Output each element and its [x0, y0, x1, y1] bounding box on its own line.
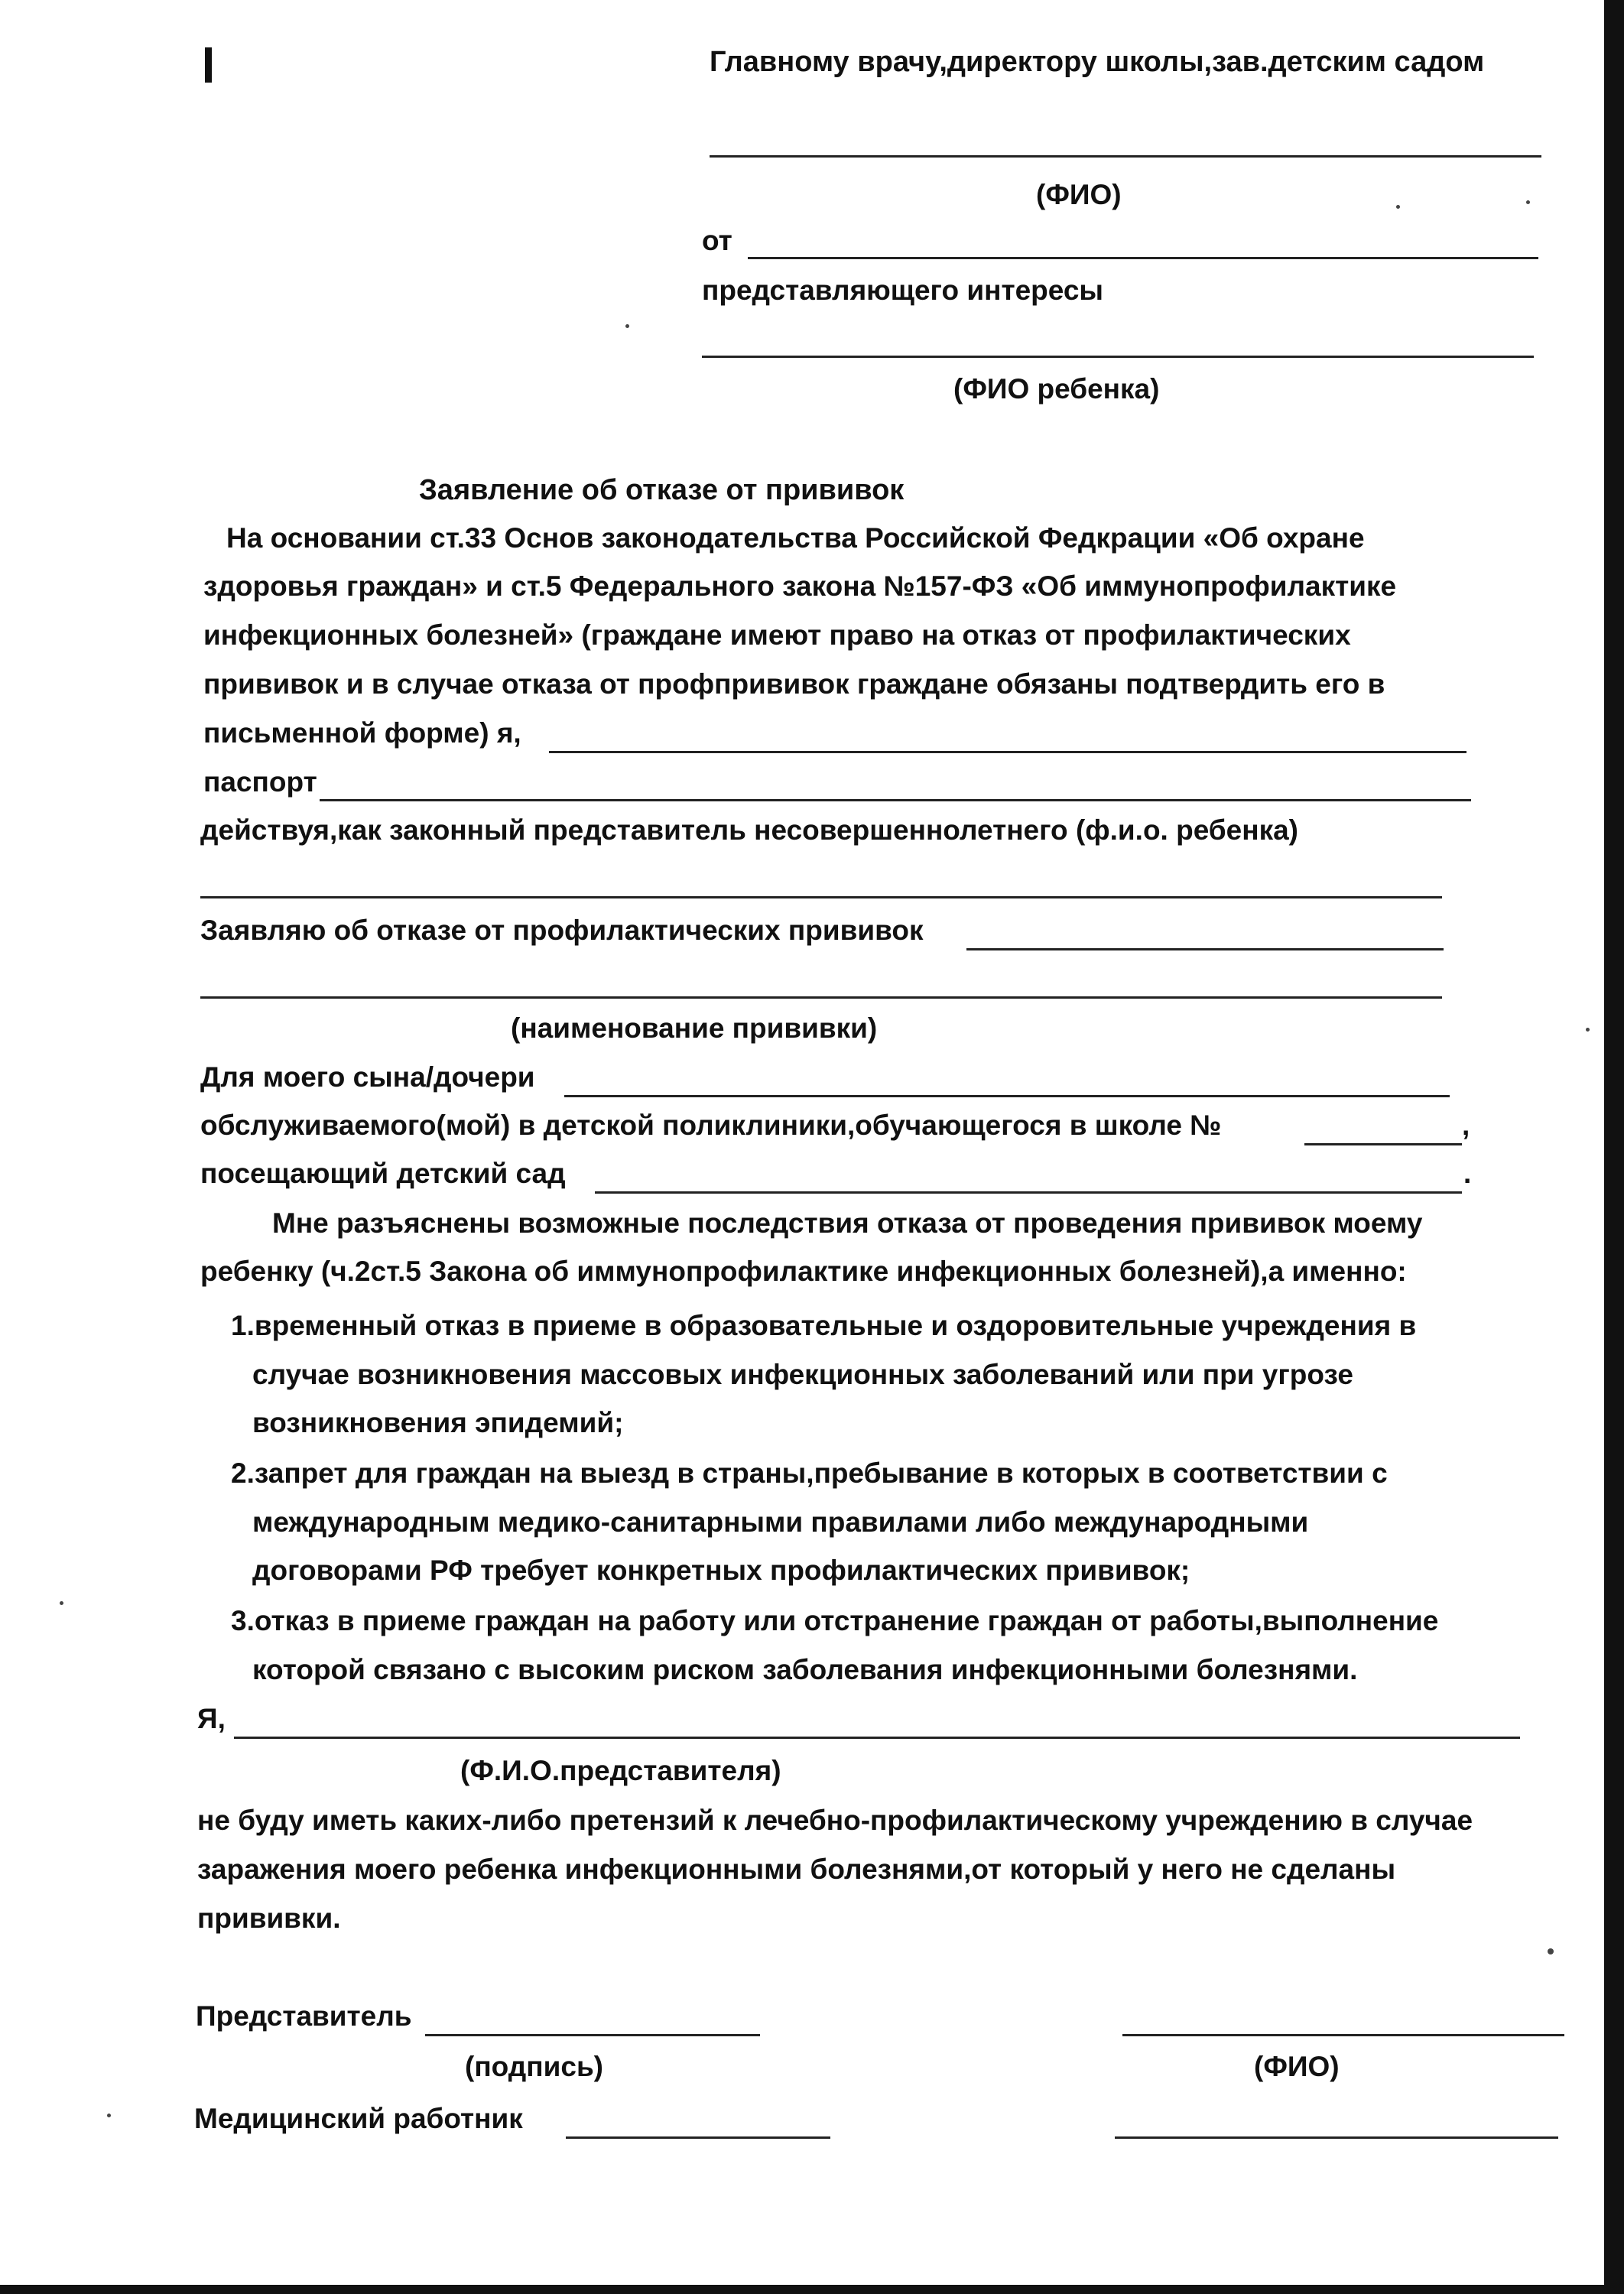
passport-field[interactable] — [320, 799, 1471, 801]
child-fio-caption: (ФИО ребенка) — [953, 373, 1160, 405]
kindergarten-field[interactable] — [595, 1191, 1462, 1194]
scan-speck — [1548, 1948, 1554, 1954]
applicant-name-field[interactable] — [549, 751, 1466, 753]
no-claims-line: не буду иметь каких-либо претензий к лечебно-профилактическому учреждению в случае — [197, 1805, 1473, 1836]
from-name-field[interactable] — [748, 257, 1538, 259]
list-item-line: договорами РФ требует конкретных профилактических прививок; — [252, 1555, 1190, 1586]
from-label: от — [702, 225, 732, 256]
served-comma: , — [1462, 1110, 1470, 1141]
for-child-label: Для моего сына/дочери — [200, 1061, 535, 1093]
scan-border-right — [1604, 0, 1624, 2294]
scan-speck — [1396, 205, 1400, 209]
child-name-field-2[interactable] — [200, 896, 1442, 898]
list-item-line: 1.временный отказ в приеме в образовательные и оздоровительные учреждения в — [231, 1310, 1417, 1341]
representing-label: представляющего интересы — [702, 275, 1104, 306]
no-claims-line: прививки. — [197, 1902, 341, 1934]
no-claims-line: заражения моего ребенка инфекционными болезнями,от который у него не сделаны — [197, 1854, 1396, 1885]
list-item-line: 3.отказ в приеме граждан на работу или отстранение граждан от работы,выполнение — [231, 1605, 1439, 1636]
scan-speck — [1526, 200, 1530, 204]
consequences-line: Мне разъяснены возможные последствия отказа от проведения прививок моему — [272, 1207, 1423, 1239]
addressee-name-field[interactable] — [710, 155, 1541, 158]
list-item-line: международным медико-санитарными правилами либо международными — [252, 1506, 1309, 1538]
list-item-line: которой связано с высоким риском заболевания инфекционными болезнями. — [252, 1654, 1358, 1685]
school-number-field[interactable] — [1304, 1143, 1462, 1145]
signature-caption: (подпись) — [465, 2051, 604, 2082]
list-item-line: 2.запрет для граждан на выезд в страны,пребывание в которых в соответствии с — [231, 1457, 1388, 1489]
fio-caption-bottom: (ФИО) — [1254, 2051, 1340, 2082]
vaccine-name-caption: (наименование прививки) — [511, 1012, 878, 1044]
paragraph-line: прививок и в случае отказа от профпрививок граждане обязаны подтвердить его в — [203, 668, 1385, 700]
scan-speck — [1586, 1028, 1590, 1032]
medic-label: Медицинский работник — [194, 2103, 523, 2134]
refusal-line: Заявляю об отказе от профилактических прививок — [200, 915, 924, 946]
kindergarten-dot: . — [1463, 1158, 1472, 1189]
vaccine-field-2[interactable] — [200, 996, 1442, 999]
scan-corner-mark — [205, 47, 212, 83]
served-line: обслуживаемого(мой) в детской поликлиники,обучающегося в школе № — [200, 1110, 1222, 1141]
son-daughter-field[interactable] — [564, 1095, 1450, 1097]
paragraph-line: На основании ст.33 Основ законодательства Российской Федкрации «Об охране — [226, 522, 1365, 554]
medic-fio-field[interactable] — [1115, 2136, 1558, 2139]
representative-signature-field[interactable] — [425, 2034, 760, 2036]
scan-speck — [60, 1601, 63, 1605]
scan-border-bottom — [0, 2285, 1624, 2294]
paragraph-line: инфекционных болезней» (граждане имеют право на отказ от профилактических — [203, 619, 1351, 651]
list-item-line: возникновения эпидемий; — [252, 1407, 624, 1438]
representative-fio-caption: (Ф.И.О.представителя) — [460, 1755, 781, 1786]
addressee-line: Главному врачу,директору школы,зав.детским садом — [710, 46, 1485, 78]
passport-label: паспорт — [203, 766, 317, 798]
representative-name-field[interactable] — [234, 1737, 1520, 1739]
consequences-line: ребенку (ч.2ст.5 Закона об иммунопрофилактике инфекционных болезней),а именно: — [200, 1256, 1407, 1287]
fio-caption: (ФИО) — [1036, 179, 1122, 210]
child-name-field[interactable] — [702, 356, 1534, 358]
kindergarten-line: посещающий детский сад — [200, 1158, 566, 1189]
representative-label: Представитель — [196, 2000, 412, 2032]
paragraph-line: здоровья граждан» и ст.5 Федерального закона №157-ФЗ «Об иммунопрофилактике — [203, 570, 1397, 602]
paragraph-line: письменной форме) я, — [203, 717, 521, 749]
vaccine-field[interactable] — [966, 948, 1444, 950]
medic-signature-field[interactable] — [566, 2136, 830, 2139]
scan-speck — [625, 324, 629, 328]
scan-speck — [107, 2114, 111, 2117]
acting-line: действуя,как законный представитель несовершеннолетнего (ф.и.о. ребенка) — [200, 814, 1298, 846]
list-item-line: случае возникновения массовых инфекционных заболеваний или при угрозе — [252, 1359, 1353, 1390]
document-title: Заявление об отказе от прививок — [419, 474, 905, 506]
representative-fio-field[interactable] — [1122, 2034, 1564, 2036]
i-label: Я, — [197, 1703, 226, 1734]
